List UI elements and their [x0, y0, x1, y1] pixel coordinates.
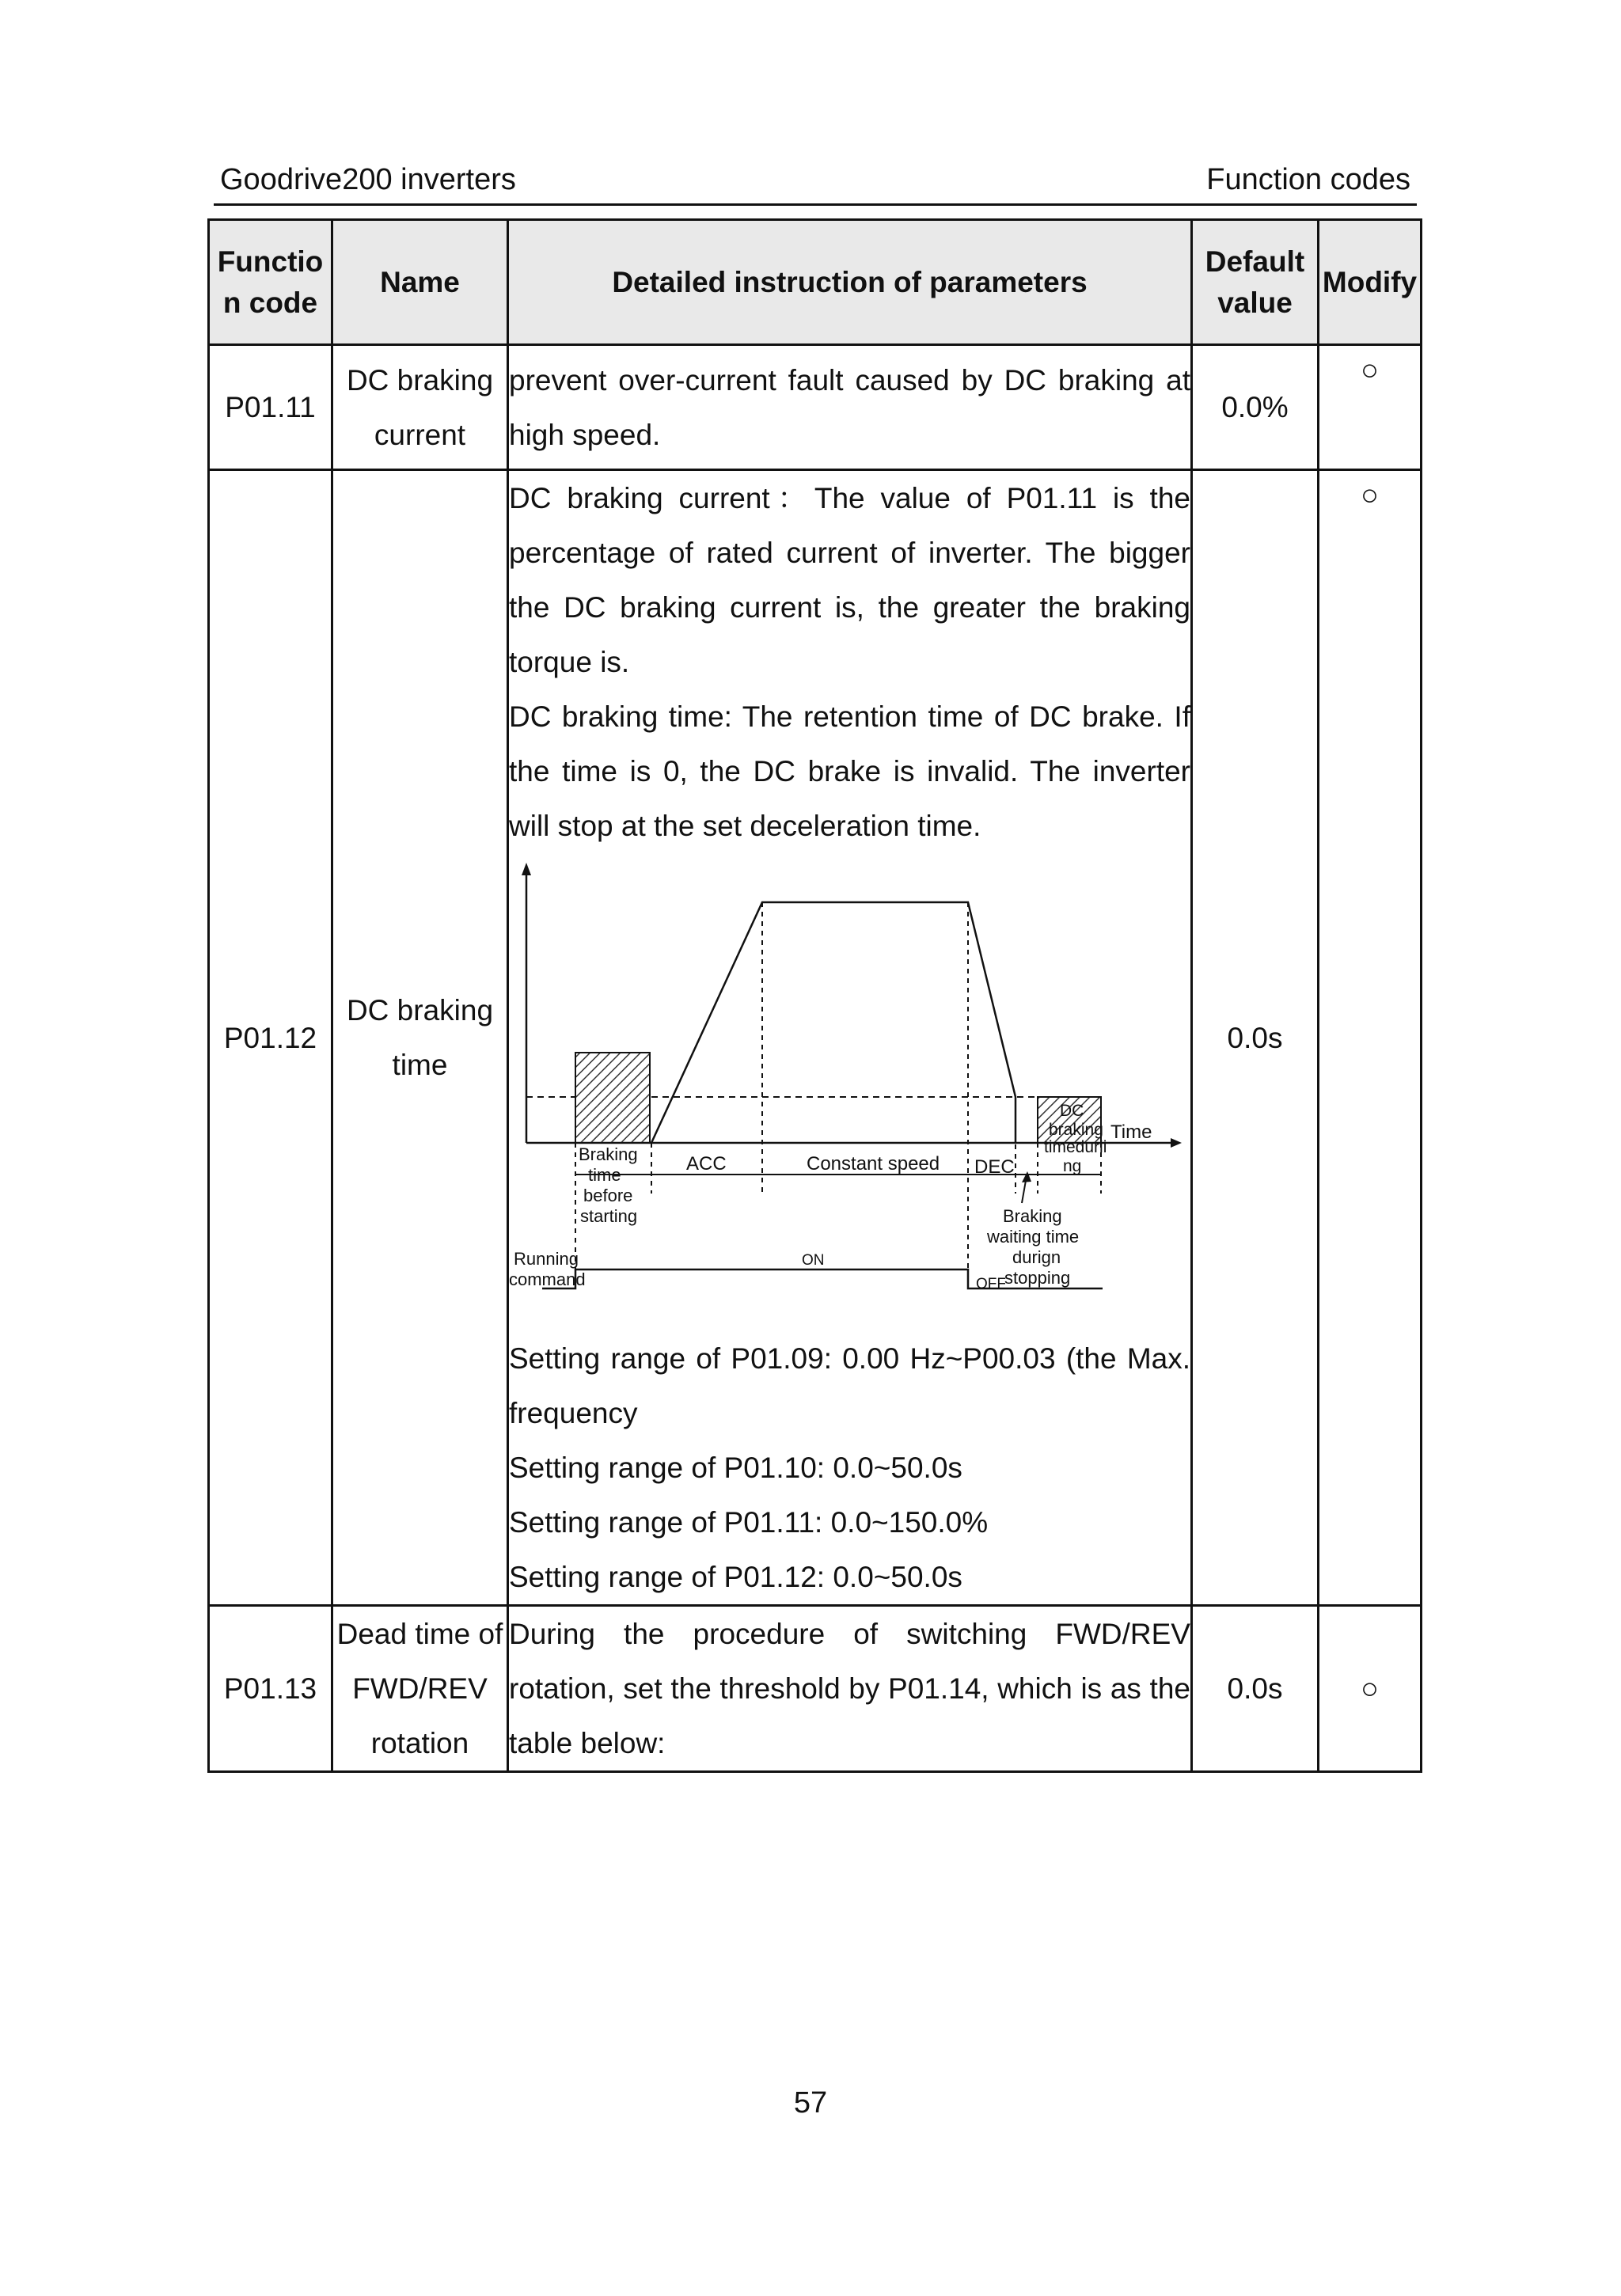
column-header-code	[209, 220, 332, 345]
parameter-table	[207, 218, 1422, 1773]
parameter-name	[332, 345, 508, 470]
description-paragraph-current: DC braking current：The value of P01.11 is the percentage of rated current of inverter. The bigger the DC braking current is, the greater the braking torque is.	[509, 482, 1190, 678]
on-label: ON	[802, 1252, 825, 1269]
modify-circle-icon: ○	[1361, 479, 1379, 512]
column-header-default-line1: Default	[1205, 245, 1305, 278]
header-rule	[214, 203, 1417, 206]
svg-text:starting: starting	[580, 1206, 638, 1226]
svg-text:timedurii: timedurii	[1044, 1138, 1107, 1156]
default-value: 0.0s	[1192, 470, 1319, 1606]
svg-text:braking: braking	[1049, 1121, 1103, 1139]
modify-cell	[1319, 470, 1422, 1606]
table-row-p01-13	[209, 1606, 1422, 1772]
svg-text:DC: DC	[1060, 1102, 1084, 1120]
parameter-name-line1: DC braking	[346, 994, 494, 1027]
column-header-name: Name	[332, 220, 508, 345]
default-value: 0.0s	[1192, 1606, 1319, 1772]
constant-speed-label: Constant speed	[807, 1153, 940, 1175]
column-header-modify: Modify	[1319, 220, 1422, 345]
svg-text:time: time	[588, 1165, 621, 1185]
parameter-description	[508, 345, 1192, 470]
page-number: 57	[793, 2086, 828, 2120]
modify-cell	[1319, 1606, 1422, 1772]
parameter-name-line1: Dead time of	[336, 1618, 503, 1650]
parameter-name-line1: DC braking	[346, 363, 494, 397]
modify-circle-icon: ○	[1361, 354, 1379, 387]
description-line: prevent over-current fault caused by DC braking at	[509, 363, 1190, 397]
function-code: P01.12	[209, 470, 332, 1606]
dec-label: DEC	[974, 1156, 1015, 1178]
table-header-row	[209, 220, 1422, 345]
modify-cell	[1319, 345, 1422, 470]
column-header-code-line2: n code	[222, 286, 318, 319]
column-header-default	[1192, 220, 1319, 345]
svg-text:ng: ng	[1063, 1157, 1082, 1175]
time-axis-label: Time	[1110, 1121, 1152, 1143]
table-row-p01-12	[209, 470, 1422, 1606]
setting-range-p01-11: Setting range of P01.11: 0.0~150.0%	[509, 1506, 989, 1539]
modify-circle-icon: ○	[1361, 1672, 1379, 1706]
setting-range-p01-09: Setting range of P01.09: 0.00 Hz~P00.03 (the Max. frequency	[509, 1342, 1190, 1429]
svg-text:Braking: Braking	[1003, 1206, 1062, 1226]
parameter-description: During the procedure of switching FWD/REV rotation, set the threshold by P01.14, which is as the table below:	[508, 1606, 1192, 1772]
column-header-default-line2: value	[1217, 286, 1293, 319]
svg-text:Braking: Braking	[579, 1144, 638, 1164]
parameter-name-line2: current	[374, 418, 466, 451]
function-code: P01.13	[209, 1606, 332, 1772]
svg-text:before: before	[583, 1186, 633, 1205]
parameter-name-line2: time	[392, 1049, 448, 1081]
x-axis-arrow	[1171, 1138, 1182, 1148]
svg-text:Running: Running	[514, 1249, 579, 1269]
table-row-p01-11	[209, 345, 1422, 470]
parameter-name-line3: rotation	[370, 1727, 469, 1759]
svg-text:command: command	[509, 1269, 586, 1289]
function-code: P01.11	[209, 345, 332, 470]
header-section-title: Function codes	[1206, 163, 1410, 196]
acc-label: ACC	[686, 1153, 727, 1175]
setting-range-p01-12: Setting range of P01.12: 0.0~50.0s	[509, 1561, 962, 1593]
setting-range-p01-10: Setting range of P01.10: 0.0~50.0s	[509, 1452, 962, 1484]
column-header-code-line1: Functio	[217, 245, 324, 278]
parameter-description	[508, 470, 1192, 1606]
y-axis-arrow	[522, 863, 531, 875]
header-document-title: Goodrive200 inverters	[220, 163, 516, 196]
parameter-name	[332, 470, 508, 1606]
parameter-name	[332, 1606, 508, 1772]
dc-braking-timing-diagram	[509, 861, 1190, 1312]
speed-profile-line	[651, 902, 1015, 1143]
svg-text:durign: durign	[1012, 1247, 1061, 1267]
description-line: high speed.	[509, 418, 661, 451]
svg-text:stopping: stopping	[1004, 1268, 1071, 1288]
svg-text:waiting time: waiting time	[987, 1227, 1080, 1247]
off-label: OFF	[976, 1276, 1006, 1292]
parameter-name-line2: FWD/REV	[352, 1672, 488, 1705]
column-header-detail: Detailed instruction of parameters	[508, 220, 1192, 345]
default-value: 0.0%	[1192, 345, 1319, 470]
braking-before-start-block	[575, 1053, 650, 1143]
description-paragraph-time: DC braking time: The retention time of DC brake. If the time is 0, the DC brake is invalid. The inverter will stop at the set deceleration time.	[509, 700, 1190, 842]
